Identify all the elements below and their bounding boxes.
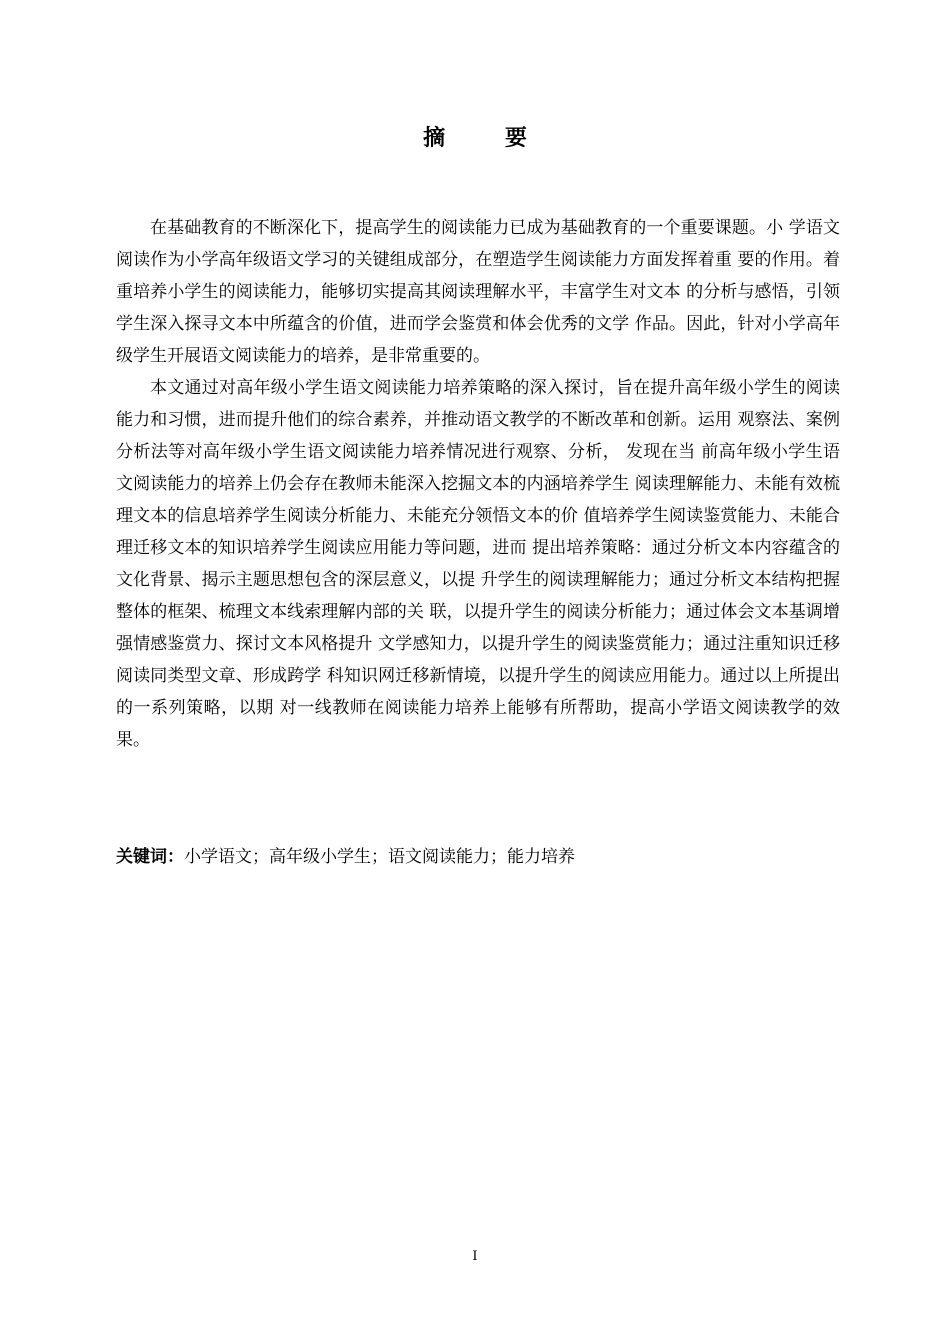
keywords-line [116,841,840,873]
abstract-paragraph-2: 本文通过对高年级小学生语文阅读能力培养策略的深入探讨，旨在提升高年级小学生的阅读能力和习惯，进而提升他们的综合素养，并推动语文教学的不断改革和创新。运用 观察法、案例分析法等对高年级小学生语文阅读能力培养情况进行观察、分析， 发现在当 前高年级小学生语文阅读能力的培养上仍会存在教师未能深入挖掘文本的内涵培养学生 阅读理解能力、未能有效梳理文本的信息培养学生阅读分析能力、未能充分领悟文本的价 值培养学生阅读鉴赏能力、未能合理迁移文本的知识培养学生阅读应用能力等问题，进而 提出培养策略：通过分析文本内容蕴含的文化背景、揭示主题思想包含的深层意义，以提 升学生的阅读理解能力；通过分析文本结构把握整体的框架、梳理文本线索理解内部的关 联，以提升学生的阅读分析能力；通过体会文本基调增强情感鉴赏力、探讨文本风格提升 文学感知力，以提升学生的阅读鉴赏能力；通过注重知识迁移阅读同类型文章、形成跨学 科知识网迁移新情境，以提升学生的阅读应用能力。通过以上所提出的一系列策略，以期 对一线教师在阅读能力培养上能够有所帮助，提高小学语文阅读教学的效果。 [116,378,840,750]
abstract-body [116,212,840,756]
page-number: I [472,1249,478,1264]
keywords-text: 小学语文；高年级小学生；语文阅读能力；能力培养 [184,847,575,867]
keywords-label: 关键词： [116,847,184,867]
page-title: 摘 要 [423,125,553,151]
abstract-paragraph-1: 在基础教育的不断深化下，提高学生的阅读能力已成为基础教育的一个重要课题。小 学语文阅读作为小学高年级语文学习的关键组成部分，在塑造学生阅读能力方面发挥着重 要的作用。着重培养小学生的阅读能力，能够切实提高其阅读理解水平，丰富学生对文本 的分析与感悟，引领学生深入探寻文本中所蕴含的价值，进而学会鉴赏和体会优秀的文学 作品。因此，针对小学高年级学生开展语文阅读能力的培养，是非常重要的。 [116,218,840,366]
